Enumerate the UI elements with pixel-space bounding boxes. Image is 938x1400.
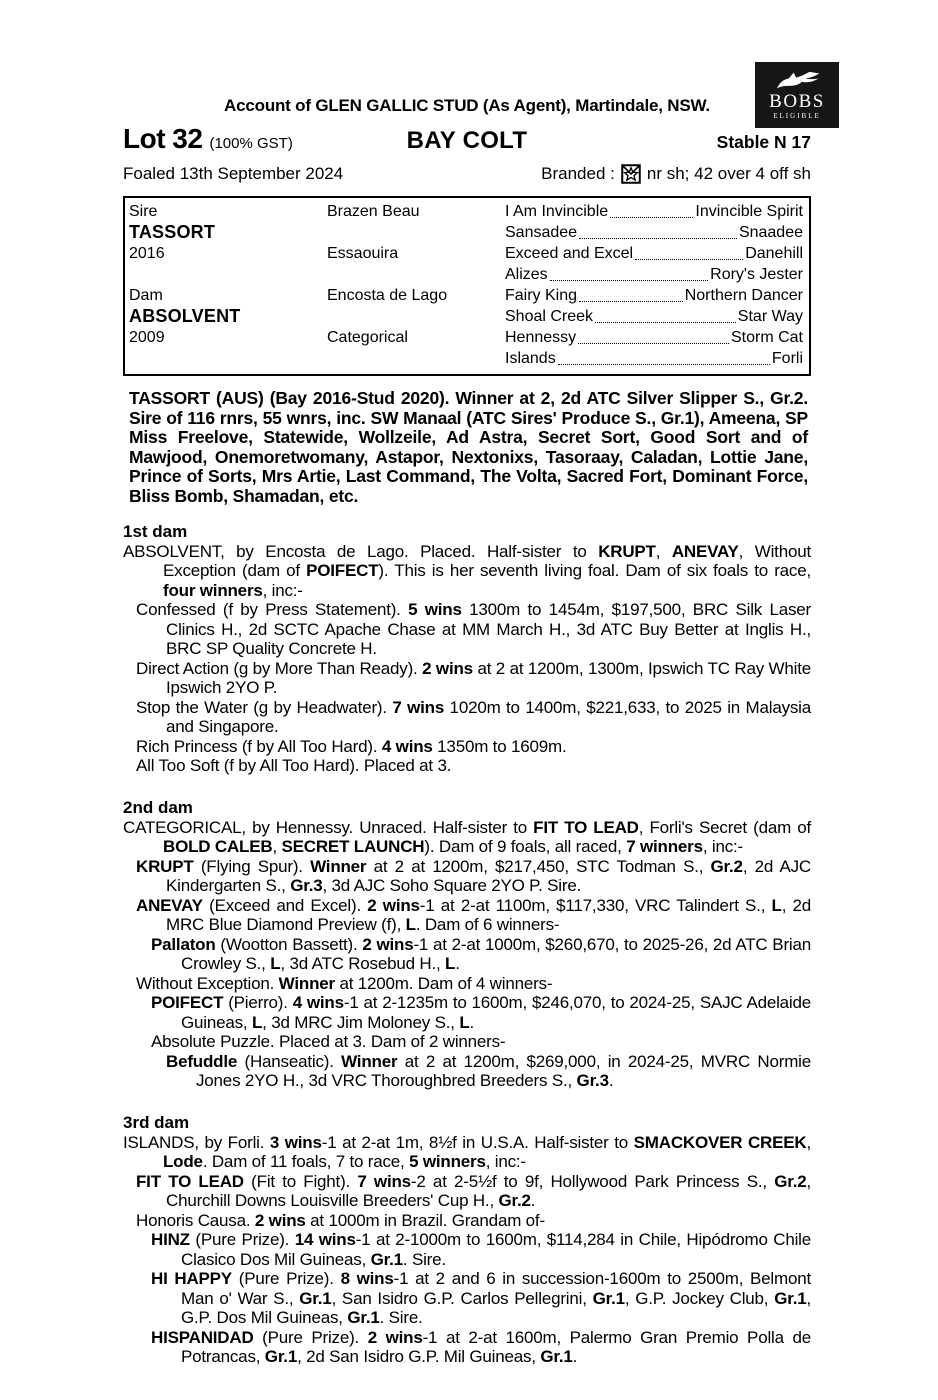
ancestor-pair: [505, 285, 803, 306]
section-heading-1st-dam: 1st dam: [123, 521, 188, 541]
progeny-entry: Confessed (f by Press Statement). 5 wins 1300m to 1454m, $197,500, BRC Silk Laser Clinics H., 2d SCTC Apache Chase at MM March H., 3d ATC Buy Better at Inglis H., BRC SP Quality Concrete H.: [136, 600, 811, 659]
ancestor-pair: [505, 327, 803, 348]
ancestor-name: Hennessy: [505, 329, 577, 346]
branded-label: Branded :: [541, 164, 615, 183]
dotted-leader: [610, 217, 693, 218]
ancestor-name: Rory's Jester: [710, 266, 803, 283]
ancestor-name: Alizes: [505, 266, 548, 283]
progeny-entry: Befuddle (Hanseatic). Winner at 2 at 1200m, $269,000, in 2024-25, MVRC Normie Jones 2YO H., 3d VRC Thoroughbred Breeders S., Gr.3.: [166, 1051, 811, 1091]
ancestor-name: Islands: [505, 350, 556, 367]
sire-parents-column: [327, 201, 505, 285]
ancestor-name: Exceed and Excel: [505, 245, 634, 262]
ancestor-pair: [505, 201, 803, 222]
pedigree-dam-row: [129, 285, 803, 369]
sire-year: 2016: [129, 245, 165, 262]
foaled-branded-row: [123, 164, 811, 184]
dotted-leader: [550, 280, 708, 281]
account-line: Account of GLEN GALLIC STUD (As Agent), Martindale, NSW.: [224, 96, 710, 115]
dam-year: 2009: [129, 329, 165, 346]
section-heading-2nd-dam: 2nd dam: [123, 797, 193, 817]
dotted-leader: [635, 259, 743, 260]
ancestor-pair: [505, 243, 803, 264]
pedigree-table: [123, 196, 811, 376]
dotted-leader: [579, 238, 737, 239]
ancestor-name: Danehill: [745, 245, 803, 262]
ancestor-pair: [505, 348, 803, 369]
stable-number: Stable N 17: [716, 132, 811, 152]
section-heading-3rd-dam: 3rd dam: [123, 1112, 190, 1132]
lot-header-row: [123, 123, 811, 155]
dam-identity: [129, 285, 327, 369]
progeny-entry: Absolute Puzzle. Placed at 3. Dam of 2 winners-: [151, 1032, 506, 1052]
progeny-entry: HI HAPPY (Pure Prize). 8 wins-1 at 2 and 6 in succession-1600m to 2500m, Belmont Man o' War S., Gr.1, San Isidro G.P. Carlos Pellegrini, Gr.1, G.P. Jockey Club, Gr.1, G.P. Dos Mil Guineas, Gr.1. Sire.: [151, 1269, 811, 1328]
branded-group: [541, 164, 811, 184]
ancestor-name: Shoal Creek: [505, 308, 594, 325]
dotted-leader: [595, 322, 736, 323]
ancestor-pair: [505, 306, 803, 327]
page-content: [123, 0, 811, 1367]
sire-grandparents-column: [505, 201, 803, 285]
progeny-entry: Rich Princess (f by All Too Hard). 4 wins 1350m to 1609m.: [136, 736, 567, 756]
progeny-entry: POIFECT (Pierro). 4 wins-1 at 2-1235m to 1600m, $246,070, to 2024-25, SAJC Adelaide Guineas, L, 3d MRC Jim Moloney S., L.: [151, 993, 812, 1032]
progeny-entry: Stop the Water (g by Headwater). 7 wins 1020m to 1400m, $221,633, to 2025 in Malaysia and Singapore.: [136, 697, 812, 737]
progeny-entry: KRUPT (Flying Spur). Winner at 2 at 1200m, $217,450, STC Todman S., Gr.2, 2d AJC Kindergarten S., Gr.3, 3d AJC Soho Square 2YO P. Sire.: [136, 856, 811, 896]
progeny-entry: FIT TO LEAD (Fit to Fight). 7 wins-2 at 2-5½f to 9f, Hollywood Park Princess S., Gr.2, Churchill Downs Louisville Breeders' Cup H., Gr.2.: [136, 1171, 811, 1211]
dam-intro-paragraph: ISLANDS, by Forli. 3 wins-1 at 2-at 1m, 8½f in U.S.A. Half-sister to SMACKOVER CREEK, Lode. Dam of 11 foals, 7 to race, 5 winners, inc:-: [123, 1132, 812, 1172]
branded-detail: nr sh; 42 over 4 off sh: [646, 164, 811, 183]
progeny-entry: Direct Action (g by More Than Ready). 2 wins at 2 at 1200m, 1300m, Ipswich TC Ray White Ipswich 2YO P.: [136, 658, 812, 698]
sire-identity: [129, 201, 327, 285]
sire-summary-paragraph: TASSORT (AUS) (Bay 2016-Stud 2020). Winner at 2, 2d ATC Silver Slipper S., Gr.2. Sire of 116 rnrs, 55 wnrs, inc. SW Manaal (ATC Sires' Produce S., Gr.1), Ameena, SP Miss Freelove, Statewide, Wollzeile, Ad Astra, Secret Sort, Good Sort and of Mawjood, Onemoretwomany, Astapor, Nextonixs, Tasoraay, Caladan, Lottie Jane, Prince of Sorts, Mrs Artie, Last Command, The Volta, Sacred Fort, Dominant Force, Bliss Bomb, Shamadan, etc.: [129, 388, 808, 506]
dam-parents-column: [327, 285, 505, 369]
lot-number: Lot 32: [123, 123, 203, 154]
ancestor-name: Encosta de Lago: [327, 287, 448, 304]
progeny-entry: HISPANIDAD (Pure Prize). 2 wins-1 at 2-at 1600m, Palermo Gran Premio Polla de Potrancas, Gr.1, 2d San Isidro G.P. Mil Guineas, Gr.1.: [151, 1327, 811, 1367]
dotted-leader: [579, 301, 683, 302]
ancestor-name: Brazen Beau: [327, 203, 420, 220]
lot-number-group: [123, 123, 407, 155]
dam-role-label: Dam: [129, 287, 163, 304]
pedigree-sire-row: [129, 201, 803, 285]
ancestor-name: Sansadee: [505, 224, 578, 241]
progeny-entry: ANEVAY (Exceed and Excel). 2 wins-1 at 2-at 1100m, $117,330, VRC Talindert S., L, 2d MRC Blue Diamond Preview (f), L. Dam of 6 winners-: [136, 895, 812, 935]
ancestor-name: I Am Invincible: [505, 203, 609, 220]
bobs-logo-subtext: ELIGIBLE: [773, 112, 821, 121]
ancestor-name: Fairy King: [505, 287, 578, 304]
dam-grandparents-column: [505, 285, 803, 369]
spacer: [327, 222, 505, 243]
dam-name: ABSOLVENT: [129, 306, 241, 326]
ancestor-pair: [505, 264, 803, 285]
ancestor-name: Star Way: [737, 308, 803, 325]
dotted-leader: [578, 343, 729, 344]
sire-role-label: Sire: [129, 203, 158, 220]
progeny-entry: All Too Soft (f by All Too Hard). Placed at 3.: [136, 756, 452, 776]
bobs-logo-text: BOBS: [769, 90, 825, 112]
gst-note: (100% GST): [209, 135, 293, 152]
ancestor-name: Invincible Spirit: [695, 203, 803, 220]
brand-mark-icon: [621, 164, 641, 184]
progeny-entry: Without Exception. Winner at 1200m. Dam of 4 winners-: [136, 973, 553, 993]
ancestor-name: Northern Dancer: [684, 287, 803, 304]
sire-name: TASSORT: [129, 222, 216, 242]
ancestor-name: Forli: [771, 350, 803, 367]
foaled-date: Foaled 13th September 2024: [123, 164, 344, 183]
dam-intro-paragraph: ABSOLVENT, by Encosta de Lago. Placed. Half-sister to KRUPT, ANEVAY, Without Exception (dam of POIFECT). This is her seventh living foal. Dam of six foals to race, four winners, inc:-: [123, 541, 811, 600]
horse-description-title: BAY COLT: [406, 127, 528, 154]
ancestor-name: Storm Cat: [730, 329, 803, 346]
progeny-entry: Honoris Causa. 2 wins at 1000m in Brazil. Grandam of-: [136, 1210, 545, 1230]
dotted-leader: [558, 364, 770, 365]
ancestor-pair: [505, 222, 803, 243]
dam-intro-paragraph: CATEGORICAL, by Hennessy. Unraced. Half-sister to FIT TO LEAD, Forli's Secret (dam of BOLD CALEB, SECRET LAUNCH). Dam of 9 foals, all raced, 7 winners, inc:-: [123, 817, 811, 857]
ancestor-name: Essaouira: [327, 245, 399, 262]
ancestor-name: Snaadee: [738, 224, 803, 241]
progeny-entry: Pallaton (Wootton Bassett). 2 wins-1 at 2-at 1000m, $260,670, to 2025-26, 2d ATC Brian Crowley S., L, 3d ATC Rosebud H., L.: [151, 934, 811, 974]
spacer: [327, 306, 505, 327]
progeny-entry: HINZ (Pure Prize). 14 wins-1 at 2-1000m to 1600m, $114,284 in Chile, Hipódromo Chile Clasico Dos Mil Guineas, Gr.1. Sire.: [151, 1230, 812, 1269]
ancestor-name: Categorical: [327, 329, 408, 346]
